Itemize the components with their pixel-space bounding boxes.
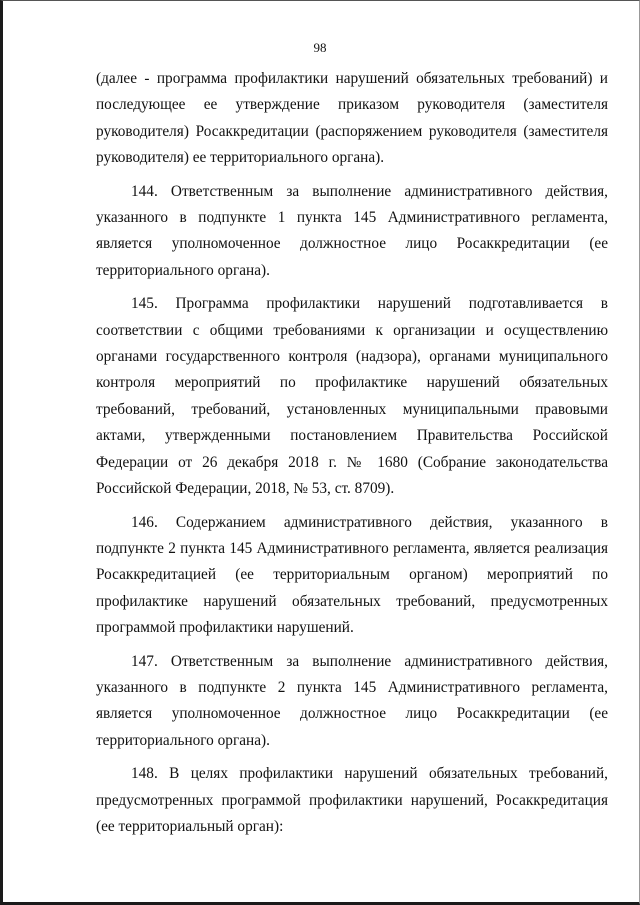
- paragraph-continuation: (далее - программа профилактики нарушений обязательных требований) и последующее ее утверждение приказом руководителя (заместителя руководителя) Росаккредитации (распоряжением руководителя (заместителя руководителя) ее территориального органа).: [96, 70, 608, 167]
- paragraph-145: 145. Программа профилактики нарушений подготавливается в соответствии с общими требованиями к организации и осуществлению органами государственного контроля (надзора), органами муниципального контроля мероприятий по профилактике нарушений обязательных требований, требований, установленных муниципальными правовыми актами, утвержденными постановлением Правительства Российской Федерации от 26 декабря 2018 г. № 1680 (Собрание законодательства Российской Федерации, 2018, № 53, ст. 8709).: [96, 295, 608, 498]
- document-body: [96, 66, 608, 847]
- paragraph-146: 146. Содержанием административного действия, указанного в подпункте 2 пункта 145 Административного регламента, является реализация Росаккредитацией (ее территориальным органом) мероприятий по профилактике нарушений обязательных требований, предусмотренных программой профилактики нарушений.: [96, 513, 608, 637]
- page-number: 98: [313, 40, 327, 55]
- paragraph-144: 144. Ответственным за выполнение административного действия, указанного в подпункте 1 пункта 145 Административного регламента, является уполномоченное должностное лицо Росаккредитации (ее территориального органа).: [96, 182, 608, 279]
- paragraph-148: 148. В целях профилактики нарушений обязательных требований, предусмотренных программой профилактики нарушений, Росаккредитация (ее территориальный орган):: [96, 765, 608, 835]
- paragraph-147: 147. Ответственным за выполнение административного действия, указанного в подпункте 2 пункта 145 Административного регламента, является уполномоченное должностное лицо Росаккредитации (ее территориального органа).: [96, 652, 608, 749]
